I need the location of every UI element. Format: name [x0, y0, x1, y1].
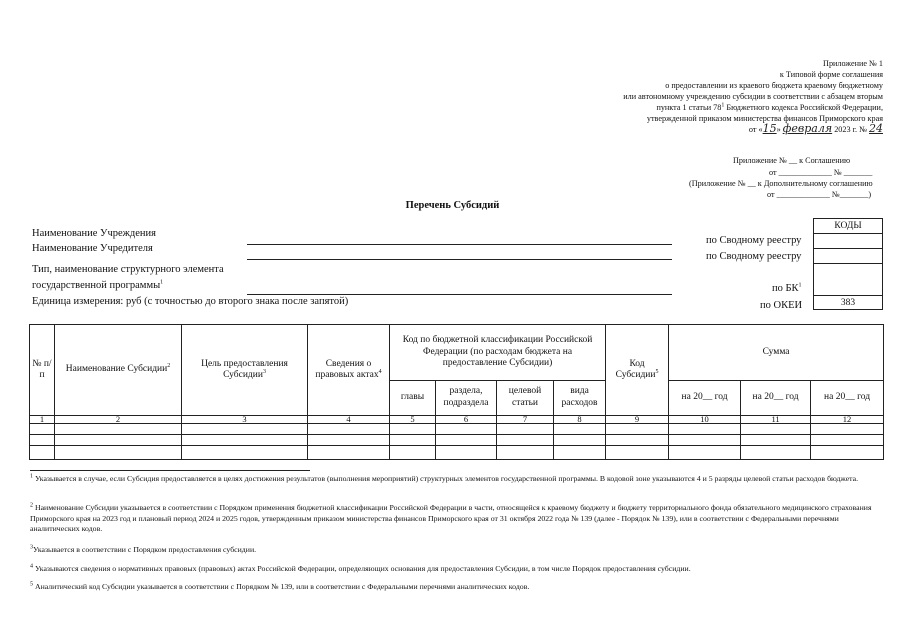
header-sup: 1 [721, 102, 725, 109]
registry-label-2: по Сводному реестру [706, 251, 802, 262]
footnote-2-text: Наименование Субсидии указывается в соответствии с Порядком применения бюджетной классификации Российской Федерации в части, относящейся к краевому бюджету и бюджету территориального фонда обязательного медицинского страхования Приморского края на 2023 год и плановый период 2024 и 2025 годов, утвержденным приказом министерства финансов Приморского края от 31 октября 2022 года № 139 (далее - Порядок № 139), или в соответствии с Федеральными перечнями аналитических кодов. [30, 503, 872, 533]
header-line-1: Приложение № 1 [823, 59, 883, 68]
col-number: 6 [436, 416, 497, 424]
registry-label-1: по Сводному реестру [706, 235, 802, 246]
page-title: Перечень Субсидий [405, 200, 500, 211]
bk-label [772, 283, 802, 294]
col-sum-2-header: на 20__ год [741, 380, 811, 415]
institution-line [247, 244, 672, 245]
col-sum-1-header: на 20__ год [669, 380, 741, 415]
col-code-sup: 5 [655, 368, 659, 375]
col-target-header: целевой статьи [497, 380, 554, 415]
header-line-4: или автономному учреждению субсидии в соответствии с абзацем вторым [623, 92, 883, 101]
date-year-suffix: 2023 г. № [832, 125, 869, 134]
col-number: 2 [55, 416, 182, 424]
institution-label: Наименование Учреждения [32, 228, 156, 239]
program-label-2 [32, 280, 163, 291]
codes-registry-2 [814, 249, 883, 264]
founder-line [247, 259, 672, 260]
col-goal-text: Цель предоставления Субсидии [201, 358, 288, 380]
subsidies-table [29, 324, 884, 460]
col-sum-3-header: на 20__ год [811, 380, 884, 415]
col-number: 11 [741, 416, 811, 424]
footnote-3-text: Указывается в соответствии с Порядком предоставления субсидии. [33, 545, 257, 554]
header-date-line [749, 123, 883, 135]
col-number: 7 [497, 416, 554, 424]
col-name-header [55, 325, 182, 416]
okei-label: по ОКЕИ [760, 300, 803, 311]
header-line-5-end: Бюджетного кодекса Российской Федерации, [724, 103, 883, 112]
col-name-sup: 2 [167, 363, 171, 370]
date-day: 15 [762, 122, 777, 135]
date-number: 24 [869, 122, 883, 135]
col-code-text: Код Субсидии [615, 358, 656, 380]
col-sum-group-header: Сумма [669, 325, 884, 381]
attachment-line-2: от _____________ № _______ [769, 168, 873, 177]
col-chapter-header: главы [390, 380, 436, 415]
header-line-3: о предоставлении из краевого бюджета краевому бюджетному [665, 81, 883, 90]
footnote-4 [30, 564, 885, 575]
col-num-header: № п/п [30, 325, 55, 416]
col-number: 12 [811, 416, 884, 424]
col-type-header: вида расходов [554, 380, 606, 415]
unit-label: Единица измерения: руб (с точностью до второго знака после запятой) [32, 296, 349, 307]
program-line [247, 294, 672, 295]
program-label-1: Тип, наименование структурного элемента [32, 264, 224, 275]
codes-okei: 383 [814, 296, 883, 310]
attachment-line-1: Приложение № __ к Соглашению [733, 156, 851, 165]
footnote-2-sup: 2 [30, 502, 33, 509]
table-row [30, 424, 884, 435]
footnote-1 [30, 474, 885, 485]
col-acts-header [308, 325, 390, 416]
founder-label: Наименование Учредителя [32, 243, 153, 254]
attachment-line-4: от _____________ №_______) [767, 190, 872, 199]
date-prefix: от « [748, 125, 763, 134]
bk-sup: 1 [798, 282, 802, 289]
footnote-1-sup: 1 [30, 473, 33, 480]
footnote-2 [30, 503, 885, 535]
footnote-separator [30, 470, 310, 471]
date-mid: » [776, 125, 783, 134]
col-number: 5 [390, 416, 436, 424]
footnote-1-text: Указывается в случае, если Субсидия предоставляется в целях достижения результатов (выполнения мероприятий) структурных элементов государственной программы. В кодовой зоне указываются 4 и 5 разряды целевой статьи расходов бюджета. [34, 474, 859, 483]
footnote-3-sup: 3 [30, 544, 33, 551]
header-line-5-start: пункта 1 статьи 78 [656, 103, 722, 112]
table-row [30, 446, 884, 460]
footnote-5-sup: 5 [30, 581, 33, 588]
footnote-3 [30, 545, 885, 556]
col-number: 9 [606, 416, 669, 424]
col-bk-group-header: Код по бюджетной классификации Российской Федерации (по расходам бюджета на предоставление Субсидии) [390, 325, 606, 381]
col-number: 1 [30, 416, 55, 424]
col-goal-sup: 3 [262, 368, 266, 375]
table-row [30, 435, 884, 446]
attachment-line-3: (Приложение № __ к Дополнительному соглашению [689, 179, 873, 188]
col-code-header [606, 325, 669, 416]
header-line-5 [656, 102, 883, 113]
footnote-4-text: Указываются сведения о нормативных правовых (правовых) актах Российской Федерации, определяющих основания для предоставления Субсидии, в том числе Порядок предоставления субсидии. [34, 564, 691, 573]
col-number: 3 [182, 416, 308, 424]
col-number: 10 [669, 416, 741, 424]
codes-bk [814, 264, 883, 296]
col-number: 4 [308, 416, 390, 424]
header-line-6: утвержденной приказом министерства финансов Приморского края [646, 114, 883, 123]
col-name-text: Наименование Субсидии [65, 364, 168, 375]
col-section-header: раздела, подраздела [436, 380, 497, 415]
codes-header: КОДЫ [814, 219, 883, 234]
codes-box [813, 218, 883, 310]
program-sup: 1 [160, 279, 164, 286]
bk-label-text: по БК [772, 283, 799, 294]
col-goal-header [182, 325, 308, 416]
date-month: февраля [782, 122, 833, 135]
program-label-text: государственной программы [32, 280, 161, 291]
col-number: 8 [554, 416, 606, 424]
footnote-5-text: Аналитический код Субсидии указывается в соответствии с Порядком № 139, или в соответствии с Федеральными перечнями аналитических кодов. [34, 582, 530, 591]
footnote-5 [30, 582, 885, 593]
header-line-2: к Типовой форме соглашения [779, 70, 883, 79]
codes-registry-1 [814, 234, 883, 249]
col-acts-sup: 4 [378, 368, 382, 375]
col-acts-text: Сведения о правовых актах [315, 358, 379, 380]
footnote-4-sup: 4 [30, 563, 33, 570]
